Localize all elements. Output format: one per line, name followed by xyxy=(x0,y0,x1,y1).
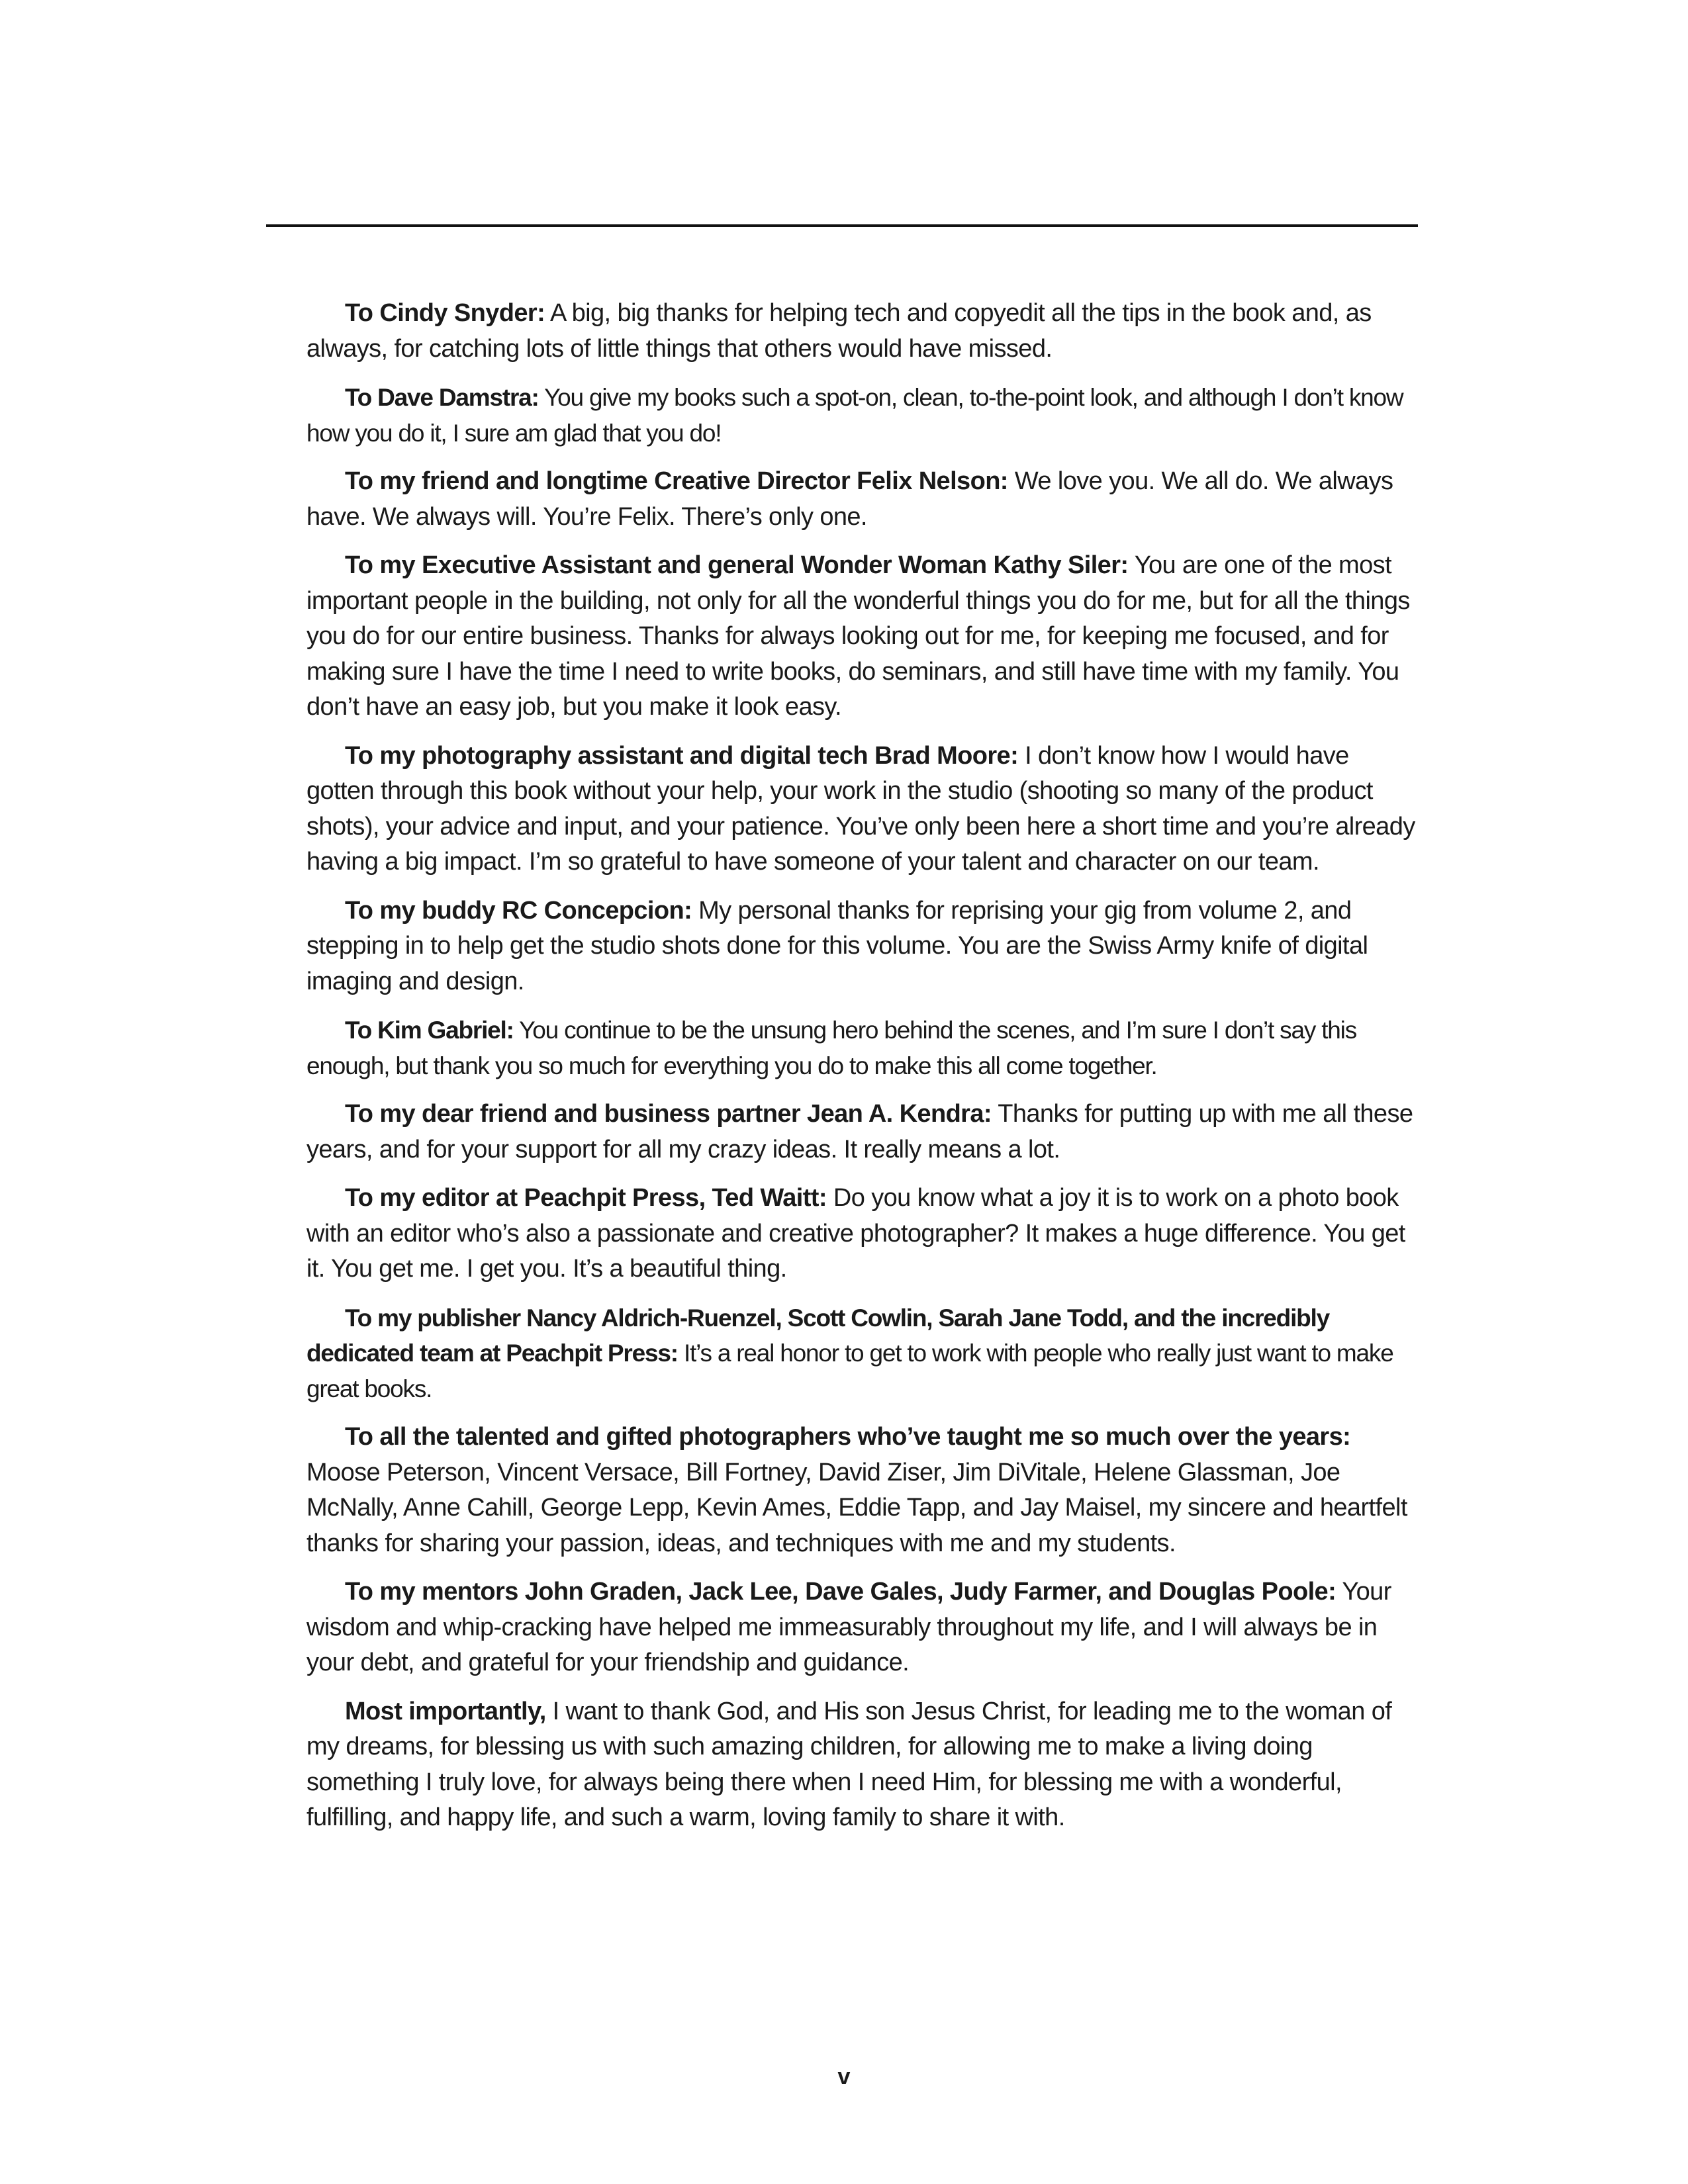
paragraph-lead: To my publisher Nancy Aldrich-Ruenzel, Scott Cowlin, Sarah Jane Todd, and the incredibly dedicated team at Peachpit Press: xyxy=(306,1304,1330,1367)
paragraph-brad-moore xyxy=(306,739,1419,880)
paragraph-peachpit-team xyxy=(306,1300,1419,1407)
paragraph-text: Your wisdom and whip-cracking have helped me immeasurably throughout my life, and I will always be in your debt, and grateful for your friendship and guidance. xyxy=(306,1578,1391,1676)
paragraph-lead: To my photography assistant and digital tech Brad Moore: xyxy=(345,741,1019,770)
acknowledgments-body xyxy=(306,296,1419,1849)
paragraph-jean-kendra xyxy=(306,1097,1419,1167)
paragraph-most-importantly xyxy=(306,1694,1419,1836)
paragraph-felix-nelson xyxy=(306,464,1419,535)
paragraph-ted-waitt xyxy=(306,1181,1419,1287)
paragraph-text: You are one of the most important people in the building, not only for all the wonderful things you do for me, but for all the things you do for our entire business. Thanks for always looking out for me, for keeping me focused, and for making sure I have the time I need to write books, do seminars, and still have time with my family. You don’t have an easy job, but you make it look easy. xyxy=(306,551,1410,721)
paragraph-lead: To Kim Gabriel: xyxy=(345,1017,514,1044)
paragraph-lead: To my friend and longtime Creative Director Felix Nelson: xyxy=(345,467,1008,495)
paragraph-lead: To Dave Damstra: xyxy=(345,384,539,411)
paragraph-text: We love you. We all do. We always have. We always will. You’re Felix. There’s only one. xyxy=(306,467,1393,531)
header-rule xyxy=(266,224,1418,227)
paragraph-lead: To Cindy Snyder: xyxy=(345,299,545,327)
paragraph-cindy-snyder xyxy=(306,296,1419,367)
paragraph-lead: To my Executive Assistant and general Wonder Woman Kathy Siler: xyxy=(345,551,1129,579)
paragraph-kim-gabriel xyxy=(306,1013,1419,1083)
paragraph-lead: To my dear friend and business partner Jean A. Kendra: xyxy=(345,1100,992,1128)
paragraph-text: My personal thanks for reprising your gig from volume 2, and stepping in to help get the studio shots done for this volume. You are the Swiss Army knife of digital imaging and design. xyxy=(306,896,1368,995)
paragraph-text: I want to thank God, and His son Jesus Christ, for leading me to the woman of my dreams, for blessing us with such amazing children, for allowing me to make a living doing something I truly love, for always being there when I need Him, for blessing me with a wonderful, fulfilling, and happy life, and such a warm, loving family to share it with. xyxy=(306,1697,1392,1831)
paragraph-kathy-siler xyxy=(306,548,1419,725)
paragraph-text: I don’t know how I would have gotten through this book without your help, your work in the studio (shooting so many of the product shots), your advice and input, and your patience. You’ve only been here a short time and you’re already having a big impact. I’m so grateful to have someone of your talent and character on our team. xyxy=(306,741,1415,876)
paragraph-text: Moose Peterson, Vincent Versace, Bill Fortney, David Ziser, Jim DiVitale, Helene Glassman, Joe McNally, Anne Cahill, George Lepp, Kevin Ames, Eddie Tapp, and Jay Maisel, my sincere and heartfelt thanks for sharing your passion, ideas, and techniques with me and my students. xyxy=(306,1458,1407,1557)
paragraph-text: A big, big thanks for helping tech and copyedit all the tips in the book and, as always, for catching lots of little things that others would have missed. xyxy=(306,299,1372,363)
paragraph-text: Do you know what a joy it is to work on a photo book with an editor who’s also a passionate and creative photographer? It makes a huge difference. You get it. You get me. I get you. It’s a beautiful thing. xyxy=(306,1184,1405,1283)
paragraph-dave-damstra xyxy=(306,380,1419,451)
paragraph-text: You continue to be the unsung hero behind the scenes, and I’m sure I don’t say this enough, but thank you so much for everything you do to make this all come together. xyxy=(306,1017,1356,1079)
paragraph-rc-concepcion xyxy=(306,893,1419,1000)
page-number: v xyxy=(837,2064,851,2089)
paragraph-text: You give my books such a spot-on, clean, to-the-point look, and although I don’t know how you do it, I sure am glad that you do! xyxy=(306,384,1403,447)
paragraph-lead: To my buddy RC Concepcion: xyxy=(345,896,692,925)
paragraph-text: It’s a real honor to get to work with people who really just want to make great books. xyxy=(306,1340,1393,1402)
paragraph-text: Thanks for putting up with me all these years, and for your support for all my crazy ideas. It really means a lot. xyxy=(306,1100,1413,1163)
paragraph-lead: To my mentors John Graden, Jack Lee, Dave Gales, Judy Farmer, and Douglas Poole: xyxy=(345,1578,1336,1606)
paragraph-mentors xyxy=(306,1574,1419,1681)
paragraph-lead: Most importantly, xyxy=(345,1697,546,1725)
paragraph-photographers xyxy=(306,1420,1419,1561)
paragraph-lead: To my editor at Peachpit Press, Ted Waitt: xyxy=(345,1184,827,1212)
paragraph-lead: To all the talented and gifted photographers who’ve taught me so much over the years: xyxy=(345,1423,1351,1451)
